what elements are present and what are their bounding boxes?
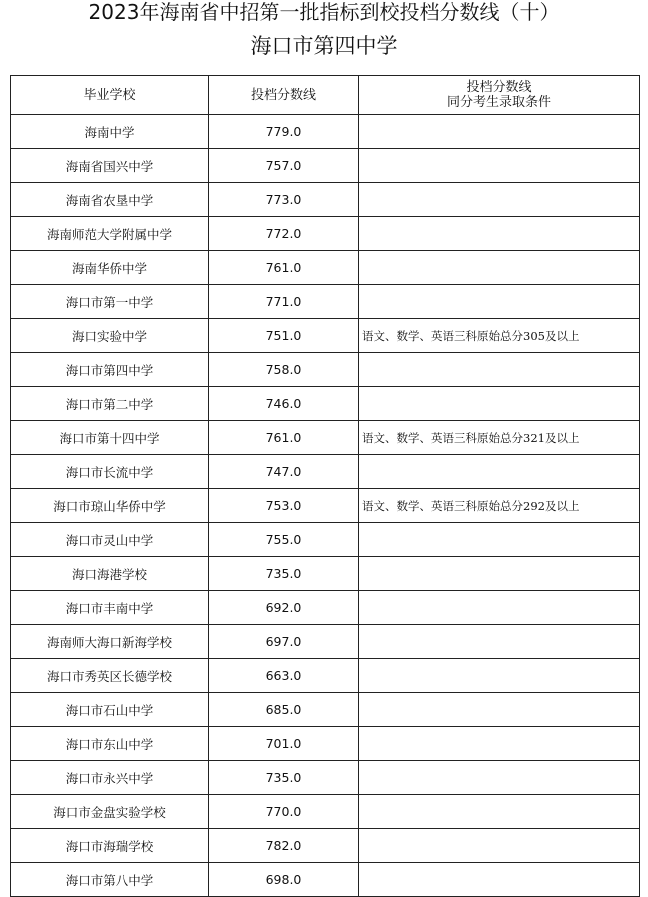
cell-score: 779.0 — [209, 115, 359, 149]
table-row — [11, 795, 640, 829]
cell-score: 698.0 — [209, 863, 359, 897]
table-row — [11, 591, 640, 625]
cell-school: 海口市第八中学 — [11, 863, 209, 897]
cell-cond — [359, 115, 640, 149]
cell-school: 海口市东山中学 — [11, 727, 209, 761]
cell-score: 782.0 — [209, 829, 359, 863]
table-row — [11, 115, 640, 149]
cell-score: 685.0 — [209, 693, 359, 727]
cell-score: 761.0 — [209, 421, 359, 455]
cell-score: 773.0 — [209, 183, 359, 217]
table-row — [11, 285, 640, 319]
cell-cond — [359, 557, 640, 591]
table-body — [11, 115, 640, 897]
cell-cond — [359, 761, 640, 795]
cell-cond — [359, 387, 640, 421]
cell-cond — [359, 455, 640, 489]
cell-school: 海口市长流中学 — [11, 455, 209, 489]
cell-score: 772.0 — [209, 217, 359, 251]
cell-cond — [359, 217, 640, 251]
table-row — [11, 421, 640, 455]
header-condition — [359, 76, 640, 115]
cell-score: 761.0 — [209, 251, 359, 285]
cell-score: 692.0 — [209, 591, 359, 625]
table-row — [11, 625, 640, 659]
table-row — [11, 455, 640, 489]
cell-cond — [359, 659, 640, 693]
header-condition-line2: 同分考生录取条件 — [446, 95, 551, 110]
table-row — [11, 149, 640, 183]
cell-score: 697.0 — [209, 625, 359, 659]
cell-score: 746.0 — [209, 387, 359, 421]
page-subtitle: 海口市第四中学 — [250, 34, 398, 58]
cell-school: 海口市丰南中学 — [11, 591, 209, 625]
cell-score: 755.0 — [209, 523, 359, 557]
cell-score: 735.0 — [209, 761, 359, 795]
cell-score: 770.0 — [209, 795, 359, 829]
table-row — [11, 863, 640, 897]
header-school: 毕业学校 — [11, 76, 209, 115]
table-row — [11, 217, 640, 251]
cell-school: 海南中学 — [11, 115, 209, 149]
cell-school: 海南华侨中学 — [11, 251, 209, 285]
cell-score: 757.0 — [209, 149, 359, 183]
cell-score: 751.0 — [209, 319, 359, 353]
cell-school: 海口市石山中学 — [11, 693, 209, 727]
table-row — [11, 387, 640, 421]
table-row — [11, 523, 640, 557]
cell-cond — [359, 625, 640, 659]
header-score: 投档分数线 — [209, 76, 359, 115]
cell-cond — [359, 591, 640, 625]
cell-cond — [359, 149, 640, 183]
cell-school: 海南师大海口新海学校 — [11, 625, 209, 659]
cell-school: 海口市第十四中学 — [11, 421, 209, 455]
table-header-row — [11, 76, 640, 115]
cell-score: 663.0 — [209, 659, 359, 693]
cell-school: 海口市秀英区长德学校 — [11, 659, 209, 693]
cell-school: 海口市金盘实验学校 — [11, 795, 209, 829]
table-row — [11, 693, 640, 727]
cell-cond: 语文、数学、英语三科原始总分292及以上 — [359, 489, 640, 523]
cell-school: 海口市海瑞学校 — [11, 829, 209, 863]
cell-score: 758.0 — [209, 353, 359, 387]
cell-school: 海口市琼山华侨中学 — [11, 489, 209, 523]
table-row — [11, 353, 640, 387]
table-row — [11, 319, 640, 353]
cell-score: 747.0 — [209, 455, 359, 489]
page-title: 2023年海南省中招第一批指标到校投档分数线（十） — [88, 0, 560, 24]
cell-cond — [359, 251, 640, 285]
table-row — [11, 659, 640, 693]
cell-cond — [359, 727, 640, 761]
header-condition-line1: 投档分数线 — [466, 80, 532, 95]
cell-cond — [359, 183, 640, 217]
cell-cond: 语文、数学、英语三科原始总分321及以上 — [359, 421, 640, 455]
cell-school: 海南省国兴中学 — [11, 149, 209, 183]
cell-cond — [359, 285, 640, 319]
cell-school: 海口海港学校 — [11, 557, 209, 591]
score-table — [10, 75, 640, 897]
cell-cond: 语文、数学、英语三科原始总分305及以上 — [359, 319, 640, 353]
cell-cond — [359, 353, 640, 387]
cell-school: 海口实验中学 — [11, 319, 209, 353]
table-row — [11, 489, 640, 523]
cell-cond — [359, 829, 640, 863]
cell-cond — [359, 693, 640, 727]
table-row — [11, 727, 640, 761]
table-row — [11, 251, 640, 285]
cell-school: 海口市第四中学 — [11, 353, 209, 387]
cell-score: 701.0 — [209, 727, 359, 761]
cell-school: 海口市灵山中学 — [11, 523, 209, 557]
cell-score: 735.0 — [209, 557, 359, 591]
cell-school: 海南省农垦中学 — [11, 183, 209, 217]
cell-score: 771.0 — [209, 285, 359, 319]
cell-school: 海口市永兴中学 — [11, 761, 209, 795]
cell-school: 海南师范大学附属中学 — [11, 217, 209, 251]
cell-cond — [359, 795, 640, 829]
cell-school: 海口市第一中学 — [11, 285, 209, 319]
table-row — [11, 829, 640, 863]
cell-score: 753.0 — [209, 489, 359, 523]
table-row — [11, 761, 640, 795]
cell-school: 海口市第二中学 — [11, 387, 209, 421]
table-row — [11, 183, 640, 217]
table-row — [11, 557, 640, 591]
cell-cond — [359, 523, 640, 557]
cell-cond — [359, 863, 640, 897]
